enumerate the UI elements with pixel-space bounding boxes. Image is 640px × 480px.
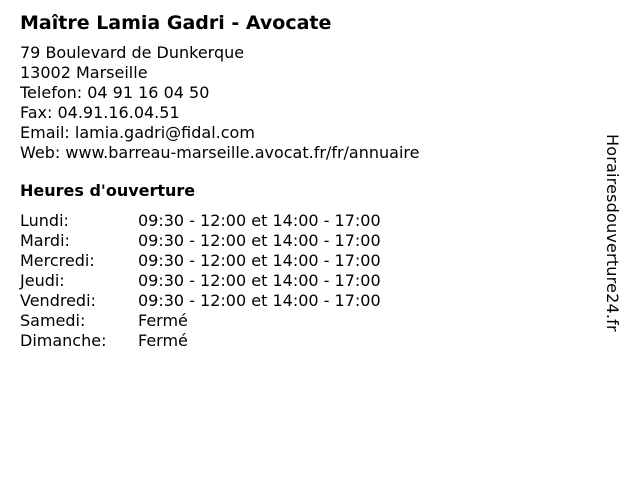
time-value: Fermé — [138, 331, 188, 350]
time-value: 09:30 - 12:00 et 14:00 - 17:00 — [138, 251, 381, 270]
hours-row-thursday — [20, 271, 600, 291]
business-title: Maître Lamia Gadri - Avocate — [20, 12, 332, 34]
hours-row-tuesday — [20, 231, 600, 251]
hours-row-monday — [20, 211, 600, 231]
day-label: Vendredi: — [20, 291, 96, 310]
contact-details — [20, 43, 600, 163]
fax-number: Fax: 04.91.16.04.51 — [20, 103, 180, 122]
day-label: Lundi: — [20, 211, 69, 230]
postal-city: 13002 Marseille — [20, 63, 148, 82]
business-card — [20, 10, 600, 351]
site-watermark: Horairesdouverture24.fr — [603, 134, 622, 332]
hours-row-saturday — [20, 311, 600, 331]
hours-row-friday — [20, 291, 600, 311]
time-value: 09:30 - 12:00 et 14:00 - 17:00 — [138, 291, 381, 310]
time-value: Fermé — [138, 311, 188, 330]
street-address: 79 Boulevard de Dunkerque — [20, 43, 245, 62]
day-label: Samedi: — [20, 311, 86, 330]
email-address: Email: lamia.gadri@fidal.com — [20, 123, 255, 142]
website-url: Web: www.barreau-marseille.avocat.fr/fr/annuaire — [20, 143, 420, 162]
day-label: Jeudi: — [20, 271, 65, 290]
time-value: 09:30 - 12:00 et 14:00 - 17:00 — [138, 231, 381, 250]
hours-heading: Heures d'ouverture — [20, 181, 196, 200]
hours-row-sunday — [20, 331, 600, 351]
day-label: Mercredi: — [20, 251, 95, 270]
time-value: 09:30 - 12:00 et 14:00 - 17:00 — [138, 271, 381, 290]
hours-row-wednesday — [20, 251, 600, 271]
day-label: Mardi: — [20, 231, 70, 250]
opening-hours-table — [20, 211, 600, 351]
phone-number: Telefon: 04 91 16 04 50 — [20, 83, 210, 102]
time-value: 09:30 - 12:00 et 14:00 - 17:00 — [138, 211, 381, 230]
day-label: Dimanche: — [20, 331, 107, 350]
